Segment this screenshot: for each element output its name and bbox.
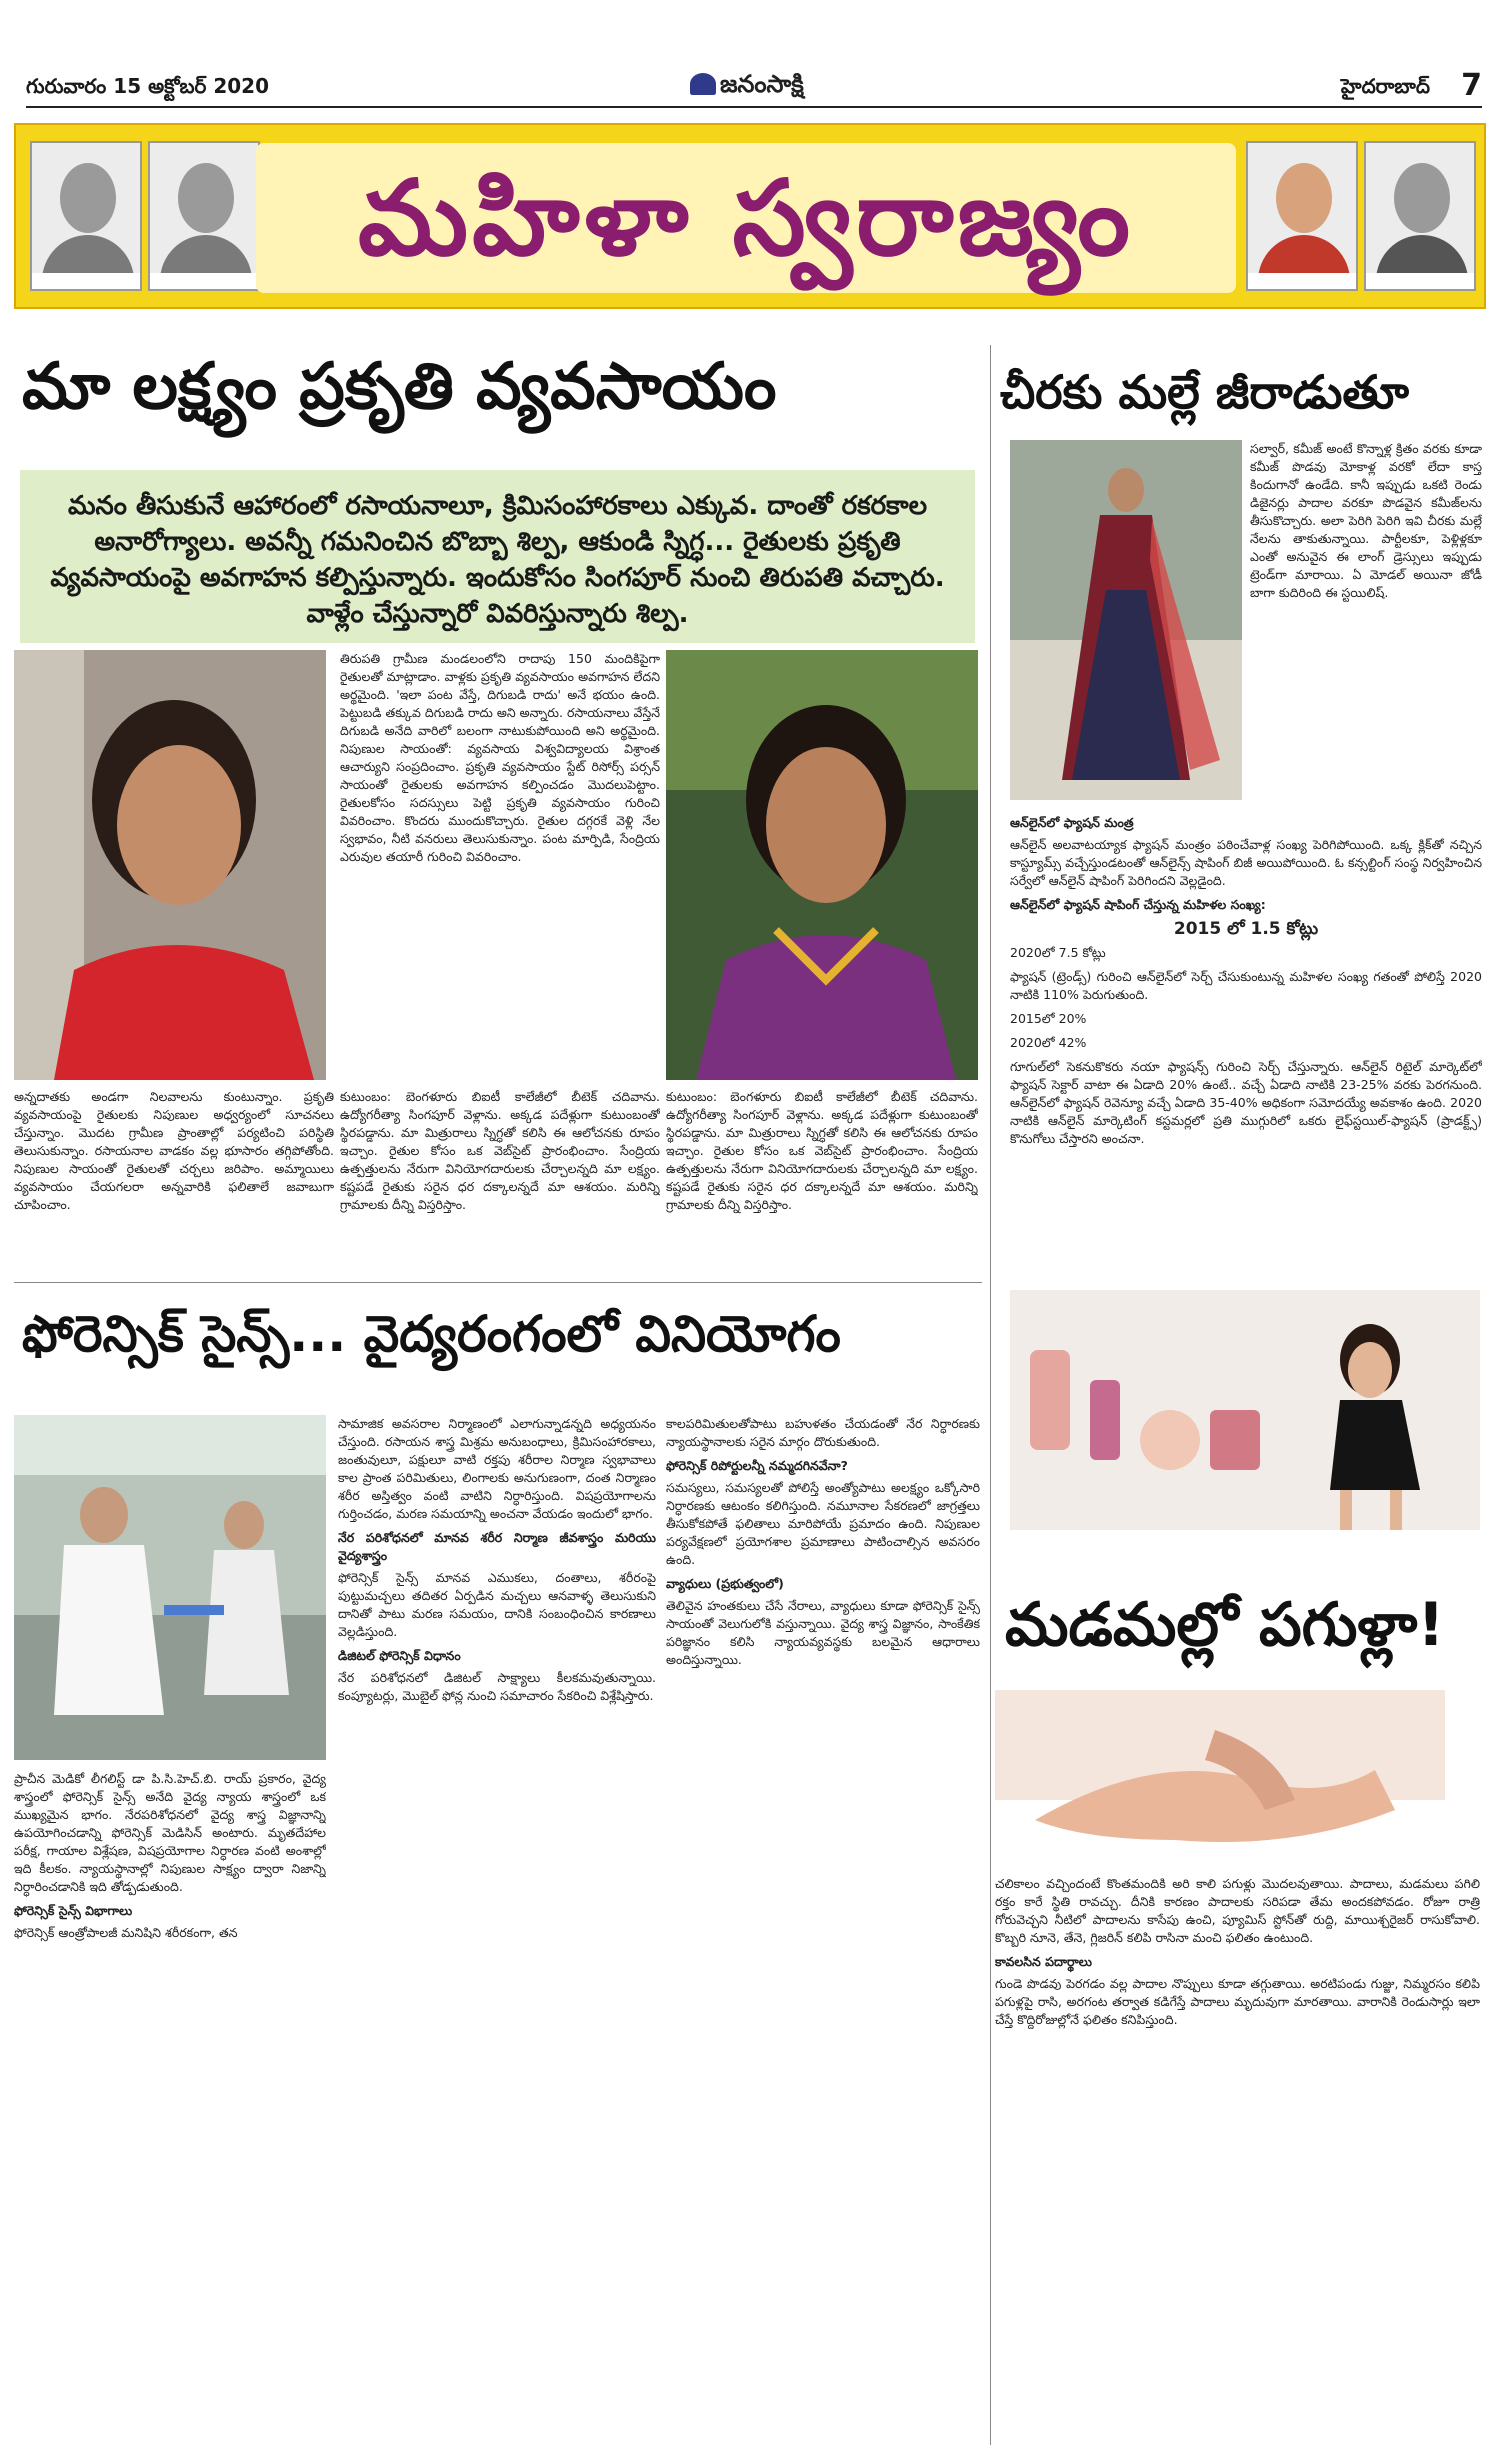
page-header <box>26 68 1482 108</box>
article3-column-2 <box>338 1415 656 2445</box>
section-divider <box>14 1282 982 1283</box>
page-number: 7 <box>1461 68 1482 103</box>
photo-snigdha <box>14 650 326 1080</box>
article2-body-4: గూగుల్‌లో సెకనుకొకరు నయా ఫ్యాషన్స్ గురించి సెర్చ్ చేస్తున్నారు. ఆన్‌లైన్ రిటైల్ మార్కెట్‌లో ఫ్యాషన్ సెక్టార్ వాటా ఈ ఏడాది 20% ఉంటే.. వచ్చే ఏడాది నాటికి 23-25% వరకు పెరగనుంది. ఆన్‌లైన్‌లో ఫ్యాషన్ రెవెన్యూ వచ్చే ఏడాది 35-40% అధికంగా సమోదయ్యే అవకాశం ఉంది. 2020 నాటికి ఆన్‌లైన్ మార్కెటింగ్ కస్టమర్లలో ప్రతి ముగ్గురిలో ఒకరు లైఫ్‌స్టయిల్-ఫ్యాషన్ (ప్రాడక్ట్స్) కొనుగోలు చేస్తారని అంచనా. <box>1010 1059 1482 1146</box>
photo-feet-care <box>995 1690 1445 1865</box>
photo-shilpa <box>666 650 978 1080</box>
photo-forensic-lab <box>14 1415 326 1760</box>
article4-headline: మడమల్లో పగుళ్లా! <box>1005 1590 1445 1660</box>
article3-col3: కాలపరిమితులతోపాటు బహుళతం చేయడంతో నేర నిర్ధారణకు న్యాయస్థానాలకు సరైన మార్గం దొరుకుతుంది. <box>666 1416 980 1449</box>
article3-subhead-d: ఫోరెన్సిక్ రిపోర్టులన్నీ నమ్మదగినవేనా? <box>666 1458 848 1473</box>
article4-subhead: కావలసిన పదార్థాలు <box>995 1954 1092 1969</box>
article2-subhead-2: ఆన్‌లైన్‌లో ఫ్యాషన్ షాపింగ్ చేస్తున్న మహిళల సంఖ్య: <box>1010 897 1266 912</box>
portrait-4 <box>1364 141 1476 291</box>
article3-col2: సామాజిక అవసరాల నిర్మాణంలో ఎలాగున్నాడన్నది అధ్యయనం చేస్తుంది. రసాయన శాస్త్ర మిశ్రమ అనుబంధాలు, క్రిమిసంహారకాలు, జంతువులూ, పక్షులూ వాటి రక్తపు శరీరాల నిర్మాణ స్వభావాలు కాల ప్రాంత పరిమితులు, లింగాలకు అనుగుణంగా, దంత నిర్మాణం శరీర అస్తిత్వం వంటి వాటిని నిర్ధారిస్తుంది. విషప్రయోగాలను గుర్తించడం, మరణ సమయాన్ని అంచనా వేయడం ఇందులో భాగం. <box>338 1416 656 1521</box>
portrait-1 <box>30 141 142 291</box>
article1-lead: మనం తీసుకునే ఆహారంలో రసాయనాలూ, క్రిమిసంహారకాలు ఎక్కువ. దాంతో రకరకాల అనారోగ్యాలు. అవన్నీ గమనించిన బొబ్బా శిల్ప, ఆకుండి స్నిగ్ధ... రైతులకు ప్రకృతి వ్యవసాయంపై అవగాహన కల్పిస్తున్నారు. ఇందుకోసం సింగపూర్ నుంచి తిరుపతి వచ్చారు. వాళ్లేం చేస్తున్నారో వివరిస్తున్నారు శిల్ప. <box>20 470 975 643</box>
article3-col2c: నేర పరిశోధనలో డిజిటల్ సాక్ష్యాలు కీలకమవుతున్నాయి. కంప్యూటర్లు, మొబైల్ ఫోన్ల నుంచి సమాచారం సేకరించి విశ్లేషిస్తారు. <box>338 1670 656 1703</box>
article4-body: చలికాలం వచ్చిందంటే కొంతమందికి అరి కాలి పగుళ్లు మొదలవుతాయి. పాదాలు, మడమలు పగిలి రక్తం కారే స్థితి రావచ్చు. దీనికి కారణం పాదాలకు సరిపడా తేమ అందకపోవడం. రోజూ రాత్రి గోరువెచ్చని నీటిలో పాదాలను కాసేపు ఉంచి, ప్యూమిస్ స్టోన్‌తో రుద్ది, మాయిశ్చరైజర్ రాసుకోవాలి. కొబ్బరి నూనె, తేనె, గ్లిజరిన్ కలిపి రాసినా మంచి ఫలితం ఉంటుంది. <box>995 1876 1480 1945</box>
section-title: మహిళా స్వరాజ్యం <box>358 157 1134 279</box>
photo-long-dress <box>1010 440 1242 800</box>
issue-date: గురువారం 15 అక్టోబర్ 2020 <box>26 74 270 98</box>
article3-subhead-c: డిజిటల్ ఫోరెన్సిక్ విధానం <box>338 1648 461 1663</box>
article1-column-bottom-left: అన్నదాతకు అండగా నిలవాలను కుంటున్నాం. ప్రకృతి వ్యవసాయంపై రైతులకు నిపుణుల అధ్వర్యంలో సూచనలు చేస్తున్నాం. మొదట గ్రామీణ ప్రాంతాల్లో పర్యటించి పరిస్థితి తెలుసుకున్నాం. రసాయనాల వాడకం వల్ల భూసారం తగ్గిపోతోంది. నిపుణుల సాయంతో రైతులతో చర్చలు జరిపాం. అమ్మాయిలు వ్యవసాయం చేయగలరా అన్నవారికి ఫలితాలే జవాబుగా చూపించాం. <box>14 1089 334 1212</box>
article3-column-1 <box>14 1770 326 2440</box>
article4-body-block <box>995 1875 1480 2445</box>
article2-stat-2: 2015లో 20% <box>1010 1011 1087 1026</box>
article2-body: సల్వార్, కమీజ్ అంటే కొన్నాళ్ల క్రితం వరకు కూడా కమీజ్ పొడవు మోకాళ్ల వరకో లేదా కాస్త కిందుగానో ఉండేది. కానీ ఇప్పుడు ఒకటి రెండు డిజైనర్లు పాదాల వరకూ పొడవైన కమీజ్‌లను తీసుకొచ్చారు. అలా పెరిగి పెరిగి ఇవి చీరకు మల్లే నేలను తాకుతున్నాయి. పార్టీలకూ, పెళ్లిళ్లకూ ఎంతో అనువైన ఈ లాంగ్ డ్రెస్సులు ఇప్పుడు ట్రెండ్‌గా మారాయి. ఏ మోడల్ అయినా జోడీ బాగా కుదిరింది ఈ స్టయిలిష్. <box>1250 441 1482 600</box>
newspaper-brand <box>690 70 804 104</box>
article3-column-3 <box>666 1415 980 2445</box>
portrait-2 <box>148 141 260 291</box>
edition-city: హైదరాబాద్ <box>1340 74 1430 98</box>
article3-subhead-b: నేర పరిశోధనలో మానవ శరీర నిర్మాణ జీవశాస్త్రం మరియు వైద్యశాస్త్రం <box>338 1530 656 1563</box>
article1-column-bottom-right: కుటుంబం: బెంగళూరు బిఐటీ కాలేజీలో బీటెక్ చదివాను. ఉద్యోగరీత్యా సింగపూర్ వెళ్లాను. అక్కడ పదేళ్లుగా కుటుంబంతో స్థిరపడ్డాను. మా మిత్రురాలు స్నిగ్ధతో కలిసి ఈ ఆలోచనకు రూపం ఇచ్చాం. రైతుల కోసం ఒక వెబ్‌సైట్ ప్రారంభించాం. సేంద్రియ ఉత్పత్తులను నేరుగా వినియోగదారులకు చేర్చాలన్నది మా లక్ష్యం. కష్టపడే రైతుకు సరైన ధర దక్కాలన్నదే మా ఆశయం. మరిన్ని గ్రామాలకు దీన్ని విస్తరిస్తాం. <box>666 1089 978 1212</box>
article2-details <box>1010 810 1482 1280</box>
section-banner <box>14 123 1486 309</box>
article4-body-2: గుండె పొడవు పెరగడం వల్ల పాదాల నొప్పులు కూడా తగ్గుతాయి. అరటిపండు గుజ్జు, నిమ్మరసం కలిపి పగుళ్లపై రాసి, అరగంట తర్వాత కడిగేస్తే పాదాలు మృదువుగా మారతాయి. వారానికి రెండుసార్లు ఇలా చేస్తే కొద్దిరోజుల్లోనే ఫలితం కనిపిస్తుంది. <box>995 1976 1480 2027</box>
brand-name: జనంసాక్షి <box>720 70 804 98</box>
column-divider <box>990 345 991 2445</box>
article1-column-middle: తిరుపతి గ్రామీణ మండలంలోని రాదాపు 150 మందికిపైగా రైతులతో మాట్లాడాం. వాళ్లకు ప్రకృతి వ్యవసాయం అవగాహన లేదని అర్థమైంది. 'ఇలా పంట వేస్తే, దిగుబడి రాదు' అనే భయం ఉంది. పెట్టుబడి తక్కువ దిగుబడి రాదు అని అన్నారు. రసాయనాలు వేస్తేనే దిగుబడి అనేది వారిలో బలంగా నాటుకుపోయింది అని అర్థమైంది. నిపుణుల సాయంతో: వ్యవసాయ విశ్వవిద్యాలయ విశ్రాంత ఆచార్యుని సంప్రదించాం. ప్రకృతి వ్యవసాయం స్టేట్ రిసోర్స్ పర్సన్ సాయంతో రైతులకు అవగాహన కల్పించడం మొదలుపెట్టాం. రైతులకోసం సదస్సులు పెట్టి ప్రకృతి వ్యవసాయం గురించి వివరించాం. కొందరు ముందుకొచ్చారు. రైతుల దగ్గరకే వెళ్లి నేల స్వభావం, నీటి వనరులు తెలుసుకున్నాం. పంట మార్పిడి, సేంద్రియ ఎరువుల తయారీ గురించి వివరించాం. <box>340 651 660 864</box>
article1-headline: మా లక్ష్యం ప్రకృతి వ్యవసాయం <box>22 350 777 424</box>
article2-stat-3: 2020లో 42% <box>1010 1035 1087 1050</box>
article2-headline: చీరకు మల్లే జీరాడుతూ <box>1000 365 1409 419</box>
article3-subhead-e: వ్యాధులు (ప్రభుత్వంలో) <box>666 1576 784 1591</box>
article2-stat-headline: 2015 లో 1.5 కోట్లు <box>1173 919 1319 939</box>
article3-col3b: సమస్యలు, సమస్యలతో పోలిస్తే అంత్యోపాటు అలక్ష్యం ఒక్కోసారి నిర్ధారణకు ఆటంకం కలిగిస్తుంది. నమూనాల సేకరణలో జాగ్రత్తలు తీసుకోకపోతే ఫలితాలు మారిపోయే ప్రమాదం ఉంది. నిపుణుల పర్యవేక్షణలో ప్రయోగశాల ప్రమాణాలు పాటించాల్సిన అవసరం ఉంది. <box>666 1480 980 1567</box>
brand-logo-icon <box>690 73 716 95</box>
article3-col1: ప్రాచీన మెడికో లీగలిస్ట్ డా పి.సి.హెచ్.బి. రాయ్ ప్రకారం, వైద్య శాస్త్రంలో ఫోరెన్సిక్ సైన్స్ అనేది వైద్య న్యాయ శాస్త్రంలో ఒక ముఖ్యమైన భాగం. నేరపరిశోధనలో వైద్య శాస్త్ర విజ్ఞానాన్ని ఉపయోగించడాన్ని ఫోరెన్సిక్ మెడిసిన్ అంటారు. మృతదేహాల పరీక్ష, గాయాల విశ్లేషణ, విషప్రయోగాల నిర్ధారణ వంటి అంశాల్లో ఇది కీలకం. న్యాయస్థానాల్లో నిపుణుల సాక్ష్యం ద్వారా నిజాన్ని నిర్ధారించడానికి ఇది తోడ్పడుతుంది. <box>14 1771 326 1894</box>
article2-body-2: ఆన్‌లైన్ అలవాటయ్యాక ఫ్యాషన్ మంత్రం పఠించేవాళ్ల సంఖ్య పెరిగిపోయింది. ఒక్క క్లిక్‌తో నచ్చిన కాస్ట్యూమ్స్ వచ్చేస్తుండటంతో ఆన్‌లైన్స్ షాపింగ్ బిజీ అయిపోయింది. ఓ కన్సల్టింగ్ సంస్థ నిర్వహించిన సర్వేలో ఆన్‌లైన్ షాపింగ్ పెరిగిందని వెల్లడైంది. <box>1010 837 1482 888</box>
photo-fashion-model <box>1010 1290 1480 1530</box>
article2-subhead-1: ఆన్‌లైన్‌లో ఫ్యాషన్ మంత్ర <box>1010 815 1134 830</box>
article3-subhead-a: ఫోరెన్సిక్ సైన్స్ విభాగాలు <box>14 1903 133 1918</box>
article3-col3c: తెలివైన హంతకులు చేసే నేరాలు, వ్యాధులు కూడా ఫోరెన్సిక్ సైన్స్ సాయంతో వెలుగులోకి వస్తున్నాయి. వైద్య శాస్త్ర విజ్ఞానం, సాంకేతిక పరిజ్ఞానం కలిసి న్యాయవ్యవస్థకు బలమైన ఆధారాలు అందిస్తున్నాయి. <box>666 1598 980 1667</box>
article1-column-bottom-middle: కుటుంబం: బెంగళూరు బిఐటీ కాలేజీలో బీటెక్ చదివాను. ఉద్యోగరీత్యా సింగపూర్ వెళ్లాను. అక్కడ పదేళ్లుగా కుటుంబంతో స్థిరపడ్డాను. మా మిత్రురాలు స్నిగ్ధతో కలిసి ఈ ఆలోచనకు రూపం ఇచ్చాం. రైతుల కోసం ఒక వెబ్‌సైట్ ప్రారంభించాం. సేంద్రియ ఉత్పత్తులను నేరుగా వినియోగదారులకు చేర్చాలన్నది మా లక్ష్యం. కష్టపడే రైతుకు సరైన ధర దక్కాలన్నదే మా ఆశయం. మరిన్ని గ్రామాలకు దీన్ని విస్తరిస్తాం. <box>340 1089 660 1212</box>
article3-col1b: ఫోరెన్సిక్ ఆంత్రోపాలజీ మనిషిని శరీరకంగా, తన <box>14 1925 238 1940</box>
portrait-3 <box>1246 141 1358 291</box>
article2-body-3: ఫ్యాషన్ (ట్రెండ్స్) గురించి ఆన్‌లైన్‌లో సెర్చ్ చేసుకుంటున్న మహిళల సంఖ్య గతంతో పోలిస్తే 2020 నాటికి 110% పెరుగుతుంది. <box>1010 969 1482 1002</box>
article3-col2b: ఫోరెన్సిక్ సైన్స్ మానవ ఎముకలు, దంతాలు, శరీరంపై పుట్టుమచ్చలు తదితర ఏర్పడిన మచ్చలు ఆనవాళ్ళ తెలుసుకుని దానితో పాటు మరణ సమయం, దానికి సంబంధించిన కారణాలు వెల్లడిస్తుంది. <box>338 1570 656 1639</box>
article3-headline: ఫోరెన్సిక్ సైన్స్... వైద్యరంగంలో వినియోగం <box>22 1305 841 1363</box>
article2-stat-1: 2020లో 7.5 కోట్లు <box>1010 945 1106 960</box>
